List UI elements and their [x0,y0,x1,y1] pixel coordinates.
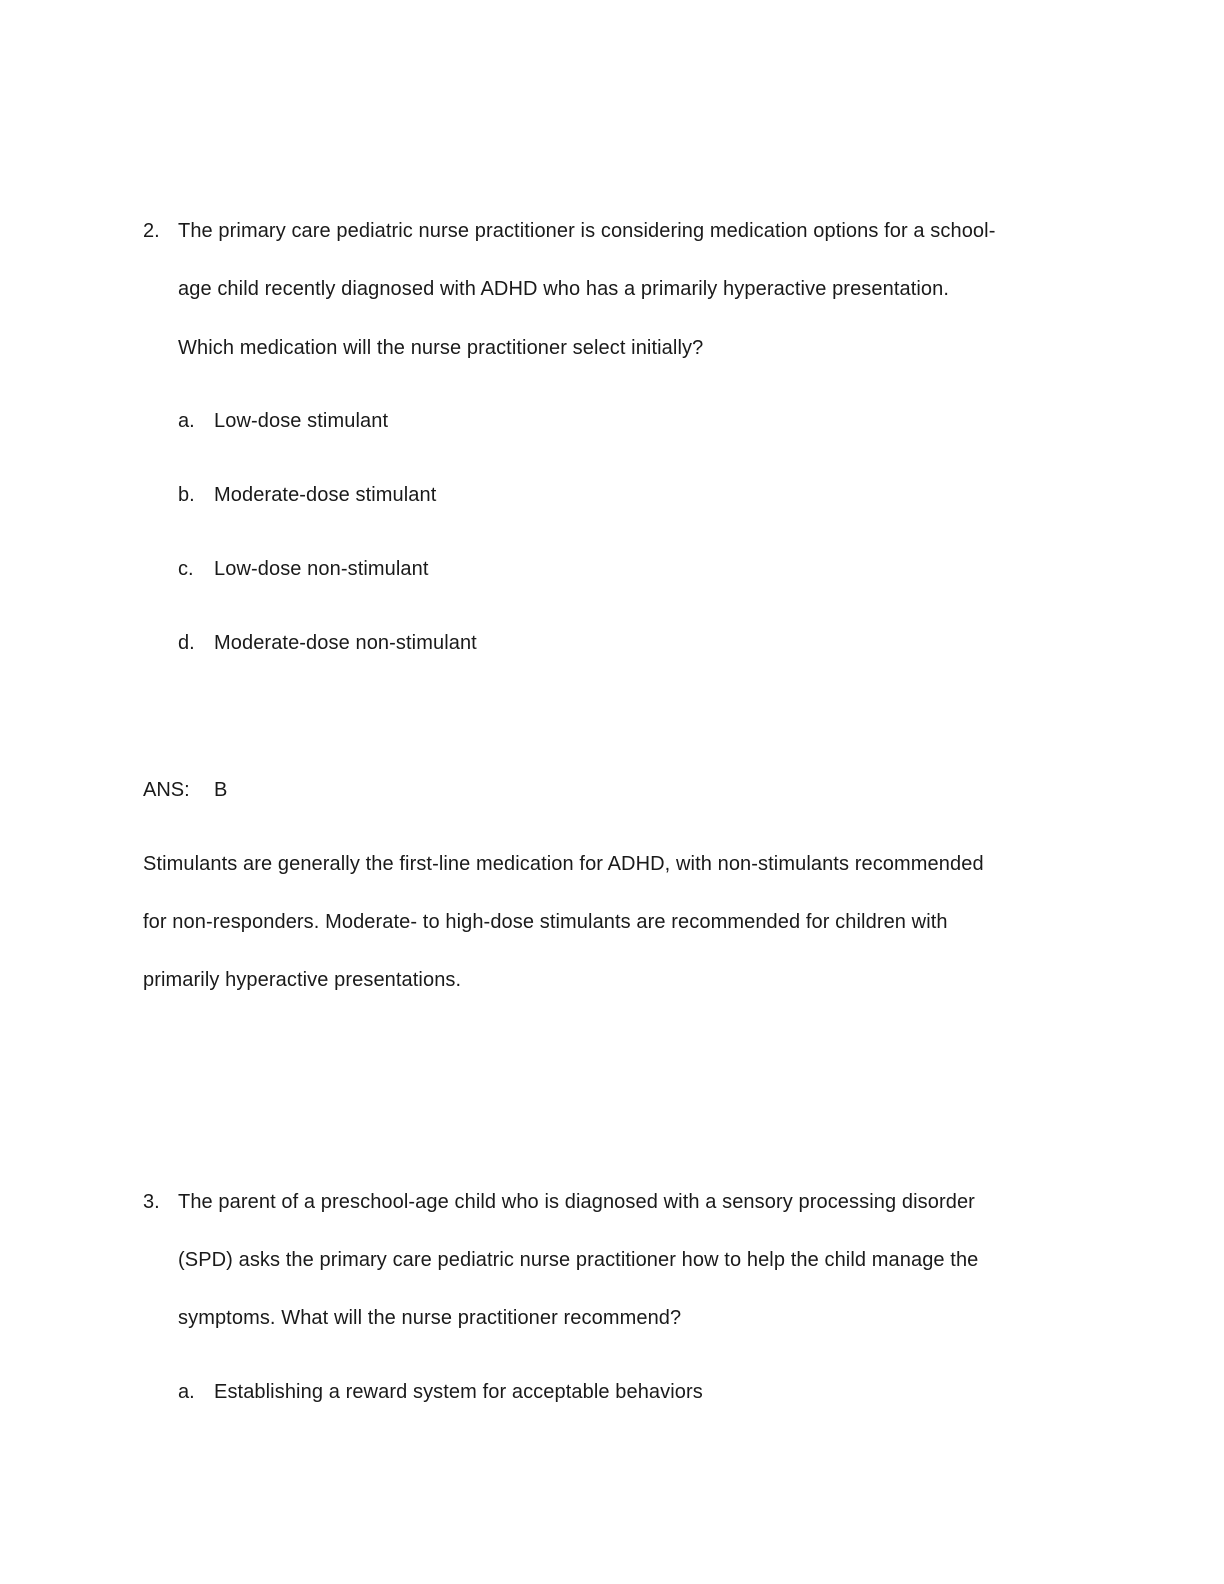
question-number: 3. [143,1191,160,1213]
answer-label: ANS: [143,779,190,801]
question-stem-line: age child recently diagnosed with ADHD who has a primarily hyperactive presentation. [178,278,950,300]
option-text: Establishing a reward system for acceptable behaviors [214,1381,703,1403]
rationale-line: primarily hyperactive presentations. [143,969,462,991]
question-number: 2. [143,220,160,242]
question-stem-line: symptoms. What will the nurse practitioner recommend? [178,1307,682,1329]
option-letter: a. [178,1381,195,1403]
option-letter: a. [178,410,195,432]
rationale-line: Stimulants are generally the first-line medication for ADHD, with non-stimulants recommended [143,853,984,875]
question-stem-line: The primary care pediatric nurse practitioner is considering medication options for a school- [178,220,996,242]
option-letter: d. [178,632,195,654]
option-text: Moderate-dose non-stimulant [214,632,477,654]
option-letter: c. [178,558,194,580]
answer-value: B [214,779,228,801]
option-letter: b. [178,484,195,506]
question-stem-line: The parent of a preschool-age child who is diagnosed with a sensory processing disorder [178,1191,975,1213]
option-text: Low-dose non-stimulant [214,558,429,580]
question-stem-line: (SPD) asks the primary care pediatric nurse practitioner how to help the child manage the [178,1249,979,1271]
rationale-line: for non-responders. Moderate- to high-dose stimulants are recommended for children with [143,911,948,933]
option-text: Moderate-dose stimulant [214,484,437,506]
question-stem-line: Which medication will the nurse practitioner select initially? [178,337,704,359]
option-text: Low-dose stimulant [214,410,389,432]
